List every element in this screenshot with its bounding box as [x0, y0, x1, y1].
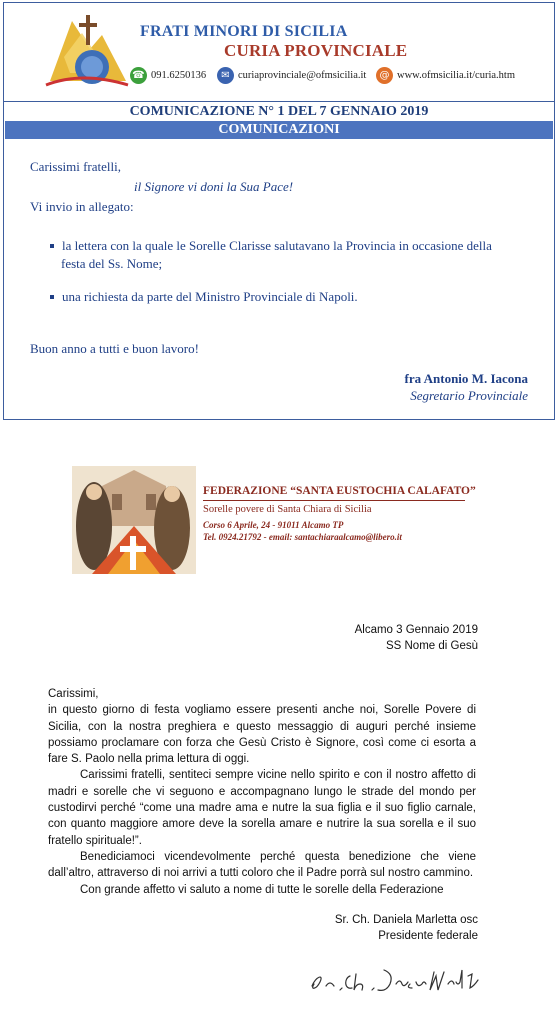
- handwritten-signature: [306, 956, 486, 1000]
- org-subtitle: CURIA PROVINCIALE: [224, 41, 408, 60]
- occasion: SS Nome di Gesù: [385, 640, 478, 652]
- phone-icon: ☎: [130, 67, 147, 84]
- salutation: Carissimi,: [48, 688, 99, 700]
- closing: Buon anno a tutti e buon lavoro!: [30, 341, 199, 356]
- signer-name: Sr. Ch. Daniela Marletta osc: [334, 914, 478, 926]
- list-item: [50, 288, 358, 306]
- bullet-icon: [50, 244, 54, 248]
- signer-name: fra Antonio M. Iacona: [404, 371, 528, 386]
- letterhead: [4, 3, 554, 101]
- org-title: FRATI MINORI DI SICILIA: [140, 23, 348, 40]
- contact-email: [217, 65, 366, 85]
- letter-body: [48, 686, 476, 898]
- list-item-continuation: festa del Ss. Nome;: [61, 256, 163, 271]
- web-icon: @: [376, 67, 393, 84]
- paragraph: in questo giorno di festa vogliamo essere presenti anche noi, Sorelle Povere di Sicilia, con la nostra preghiera e questo messaggio di auguri perché insieme possiamo proclamare con forza che Gesù Cristo è Signore, così come ci esorta a fare S. Paolo nella prima lettura di oggi.: [48, 704, 476, 766]
- paragraph: Con grande affetto vi saluto a nome di tutte le sorelle della Federazione: [80, 883, 444, 896]
- email-icon: ✉: [217, 67, 234, 84]
- federation-contact[interactable]: Tel. 0924.21792 - email: santachiaraalcamo@libero.it: [203, 532, 402, 542]
- paragraph: Benediciamoci vicendevolmente perché questa benedizione che viene dall’altro, attraverso di noi arrivi a tutti coloro che il Padre porrà sul nostro cammino.: [48, 850, 476, 880]
- email-address[interactable]: curiaprovinciale@ofmsicilia.it: [238, 69, 367, 81]
- federation-address: Corso 6 Aprile, 24 - 91011 Alcamo TP: [203, 520, 344, 530]
- signer-role: Segretario Provinciale: [410, 388, 528, 403]
- federation-title: FEDERAZIONE “SANTA EUSTOCHIA CALAFATO”: [203, 485, 476, 497]
- intro: Vi invio in allegato:: [30, 199, 134, 214]
- section-title-bar: COMUNICAZIONI: [5, 121, 553, 139]
- signer-role: Presidente federale: [378, 930, 478, 942]
- federation-subtitle: Sorelle povere di Santa Chiara di Sicilia: [203, 504, 372, 515]
- bullet-icon: [50, 295, 54, 299]
- contact-phone: [130, 65, 206, 85]
- communication-number: COMUNICAZIONE N° 1 DEL 7 GENNAIO 2019: [129, 104, 429, 119]
- federation-logo: [72, 466, 196, 574]
- header-divider: [4, 101, 554, 102]
- curia-letter: [3, 2, 555, 420]
- phone-number: 091.6250136: [151, 69, 207, 81]
- blessing: il Signore vi doni la Sua Pace!: [134, 179, 294, 194]
- list-item-text: una richiesta da parte del Ministro Provinciale di Napoli.: [62, 289, 358, 304]
- franciscan-logo: [42, 11, 132, 95]
- website-link[interactable]: www.ofmsicilia.it/curia.htm: [397, 69, 516, 81]
- greeting: Carissimi fratelli,: [30, 159, 121, 174]
- paragraph: Carissimi fratelli, sentiteci sempre vicine nello spirito e con il nostro affetto di madri e sorelle che vi seguono e accompagnano lungo le strade del mondo per custodirvi perché “come una madre ama e nutre la sua figlia e il suo figlio carnale, con quanto maggiore amore deve la sorella amare e nutrire la sua sorella e il suo fratello spirituale!”.: [48, 769, 476, 847]
- list-item: [50, 237, 492, 255]
- federation-divider: [203, 500, 465, 501]
- contact-web: [376, 65, 515, 85]
- date-line: Alcamo 3 Gennaio 2019: [354, 624, 478, 636]
- list-item-text: la lettera con la quale le Sorelle Clarisse salutavano la Provincia in occasione della: [62, 238, 492, 253]
